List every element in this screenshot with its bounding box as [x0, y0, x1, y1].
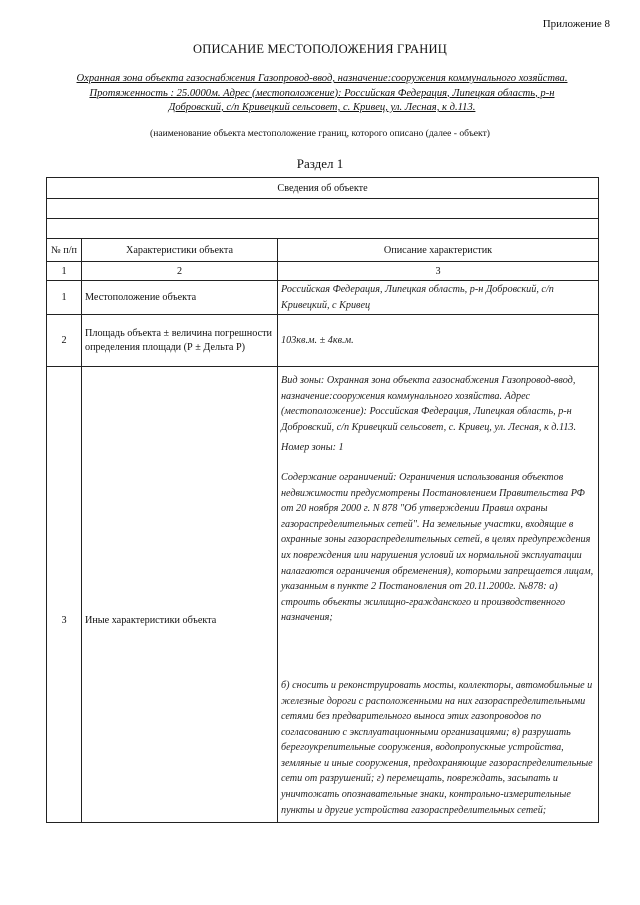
object-info-table	[46, 177, 599, 823]
empty-row	[47, 219, 599, 239]
column-header-number: № п/п	[47, 239, 82, 262]
row-characteristic: Площадь объекта ± величина погрешности определения площади (Р ± Дельта Р)	[82, 315, 278, 367]
table-row	[47, 281, 599, 315]
appendix-label: Приложение 8	[542, 18, 610, 30]
zone-number-paragraph: Номер зоны: 1	[281, 442, 344, 454]
section-title: Раздел 1	[296, 156, 344, 171]
column-header-description: Описание характеристик	[278, 239, 599, 262]
column-number-1: 1	[47, 262, 82, 281]
row-description: Российская Федерация, Липецкая область, р-н Добровский, с/п Кривецкий, с Кривец	[278, 281, 599, 315]
restrictions-continued-paragraph: б) сносить и реконструировать мосты, коллекторы, автомобильные и железные дороги с расположенными на них газораспределительными сетями без предварительного выноса этих газопроводов по согласованию с эксплуатационными организациями; в) разрушать берегоукрепительные сооружения, водопропускные устройства, земляные и иные сооружения, предохраняющие газораспределительные сети от разрушений; г) перемещать, повреждать, засыпать и уничтожать опознавательные знаки, контрольно-измерительные пункты и другие устройства газораспределительных сетей;	[281, 679, 593, 816]
row-number: 1	[47, 281, 82, 315]
row-description	[278, 367, 599, 823]
table-row	[47, 315, 599, 367]
row-number: 3	[47, 367, 82, 823]
row-description: 103кв.м. ± 4кв.м.	[278, 315, 599, 367]
restrictions-paragraph: Содержание ограничений: Ограничения использования объектов недвижимости предусмотрены Постановлением Правительства РФ от 20 ноября 2000 г. N 878 "Об утверждении Правил охраны газораспределительных сетей". На земельные участки, входящие в охранные зоны газораспределительных сетей, в целях предупреждения их повреждения или нарушения условий их нормальной эксплуатации налагаются ограничения обременения), которыми запрещается лицам, указанным в пункте 2 Постановления от 20.11.2000г. №878: а) строить объекты жилищно-гражданского и производственного назначения;	[281, 471, 594, 624]
row-number: 2	[47, 315, 82, 367]
zone-type-paragraph: Вид зоны: Охранная зона объекта газоснабжения Газопровод-ввод, назначение:сооружения коммунального хозяйства. Адрес (местоположение): Российская Федерация, Липецкая область, р-н Добровский, с/п Кривецкий сельсовет, с. Кривец, ул. Лесная, к д.113.	[281, 375, 577, 433]
column-number-2: 2	[82, 262, 278, 281]
row-characteristic: Иные характеристики объекта	[82, 367, 278, 823]
column-header-characteristic: Характеристики объекта	[82, 239, 278, 262]
empty-row	[47, 199, 599, 219]
object-caption: (наименование объекта местоположение границ, которого описано (далее - объект)	[150, 128, 490, 139]
table-caption: Сведения об объекте	[47, 178, 599, 199]
row-characteristic: Местоположение объекта	[82, 281, 278, 315]
object-name: Охранная зона объекта газоснабжения Газопровод-ввод, назначение:сооружения коммунального хозяйства. Протяженность : 25.0000м. Адрес (местоположение): Российская Федерация, Липецкая область, р-н Добровский, с/п Кривецкий сельсовет, с. Кривец, ул. Лесная, к д.113.	[76, 73, 568, 113]
document-title: ОПИСАНИЕ МЕСТОПОЛОЖЕНИЯ ГРАНИЦ	[193, 42, 447, 56]
column-number-3: 3	[278, 262, 599, 281]
table-row	[47, 367, 599, 823]
